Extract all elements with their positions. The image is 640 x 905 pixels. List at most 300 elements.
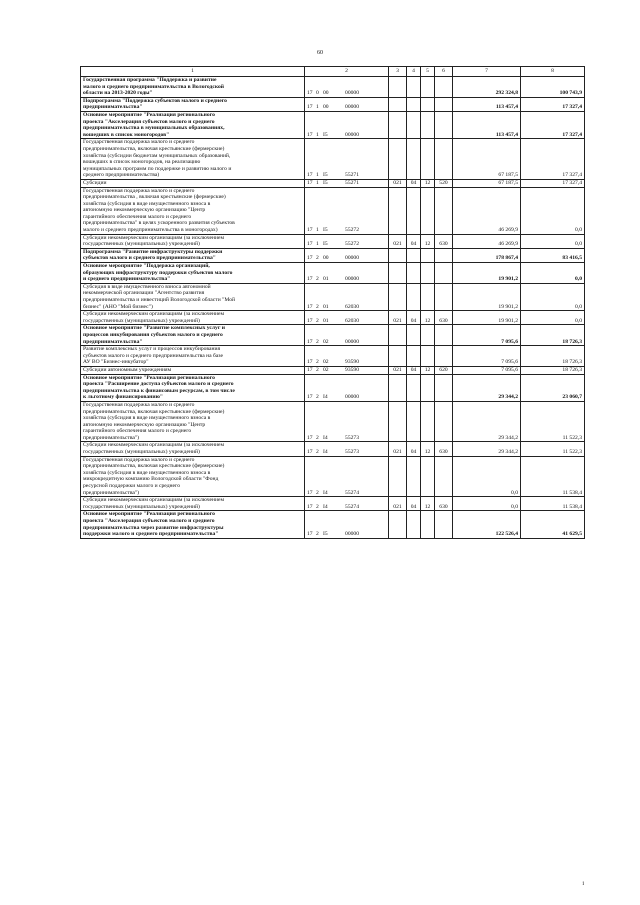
row-amount-7: 7 095,6 — [453, 346, 521, 367]
description-line: ресурсной поддержки малого и среднего — [83, 483, 180, 490]
row-col3: 021 — [389, 234, 407, 248]
code-part: 17 — [307, 489, 313, 496]
code-part: 00000 — [345, 338, 359, 345]
row-amount-8: 41 629,5 — [521, 511, 585, 538]
code-part: 17 — [307, 241, 313, 248]
description-line: Государственная поддержка малого и среднего — [83, 401, 195, 408]
row-code — [305, 325, 389, 346]
row-col4: 04 — [407, 442, 421, 456]
row-col4 — [407, 139, 421, 180]
table-row — [81, 366, 585, 374]
row-col4 — [407, 111, 421, 138]
row-col3 — [389, 325, 407, 346]
row-description — [81, 442, 305, 456]
table-row — [81, 77, 585, 98]
description-line: предпринимательства к финансовым ресурсам, в том числе — [83, 387, 235, 394]
row-col4: 04 — [407, 366, 421, 374]
description-line: Основное мероприятие "Развитие комплексных услуг и — [83, 325, 225, 332]
row-col3 — [389, 77, 407, 98]
row-amount-7: 113 457,4 — [453, 111, 521, 138]
row-code — [305, 374, 389, 401]
header-cell-2: 2 — [305, 67, 389, 77]
row-col5 — [421, 325, 435, 346]
row-description — [81, 97, 305, 111]
description-line: государственных (муниципальных) учреждений) — [83, 449, 200, 456]
budget-table — [80, 66, 585, 539]
row-code — [305, 511, 389, 538]
code-part: 01 — [323, 317, 329, 324]
row-description — [81, 456, 305, 497]
row-col4 — [407, 263, 421, 284]
row-col5: 12 — [421, 366, 435, 374]
row-amount-7: 19 901,2 — [453, 283, 521, 310]
header-cell-6: 6 — [435, 67, 453, 77]
table-body — [81, 67, 585, 539]
row-amount-8: 11 538,4 — [521, 497, 585, 511]
description-line: гарантийного обеспечения малого и среднего — [83, 428, 192, 435]
row-amount-7: 0,0 — [453, 497, 521, 511]
description-line: Подпрограмма "Поддержка субъектов малого и среднего — [83, 97, 227, 104]
row-col4 — [407, 283, 421, 310]
row-col6: 630 — [435, 234, 453, 248]
row-code — [305, 346, 389, 367]
code-part: 17 — [307, 366, 313, 373]
code-part: 2 — [316, 366, 319, 373]
code-part: 17 — [307, 359, 313, 366]
code-part: 00 — [323, 104, 329, 111]
row-col3: 021 — [389, 179, 407, 187]
row-col4 — [407, 456, 421, 497]
row-col6: 630 — [435, 311, 453, 325]
row-code — [305, 77, 389, 98]
table-row — [81, 311, 585, 325]
row-col6: 630 — [435, 497, 453, 511]
row-col4: 04 — [407, 179, 421, 187]
row-col4 — [407, 346, 421, 367]
code-part: 17 — [307, 90, 313, 97]
code-part: 17 — [307, 276, 313, 283]
row-amount-7: 122 526,4 — [453, 511, 521, 538]
description-line: предпринимательства, включая крестьянские (фермерские) — [83, 408, 225, 415]
row-amount-8: 100 743,9 — [521, 77, 585, 98]
code-part: 17 — [307, 255, 313, 262]
description-line: процессов инкубирования субъектов малого и среднего — [83, 331, 223, 338]
row-amount-7: 19 901,2 — [453, 263, 521, 284]
description-line: АУ ВО "Бизнес-инкубатор" — [83, 359, 149, 366]
code-part: 1 — [316, 241, 319, 248]
description-line: хозяйства (субсидии бюджетам муниципальных образований, — [83, 152, 231, 159]
row-col5 — [421, 248, 435, 262]
description-line: автономную некоммерческую организацию "Центр — [83, 207, 206, 214]
description-line: хозяйства (субсидия в виде имущественного взноса в — [83, 469, 211, 476]
code-part: 01 — [323, 276, 329, 283]
code-part: I4 — [323, 434, 328, 441]
row-amount-7: 67 187,5 — [453, 179, 521, 187]
description-line: микрокредитную компанию Вологодской области "Фонд — [83, 476, 219, 483]
table-row — [81, 511, 585, 538]
description-line: субъектов малого и среднего предпринимательства на базе — [83, 352, 223, 359]
description-line: области на 2013-2020 годы" — [83, 90, 153, 97]
row-col6 — [435, 374, 453, 401]
row-col3 — [389, 139, 407, 180]
description-line: Субсидии некоммерческим организациям (за исключением — [83, 234, 225, 241]
row-description — [81, 77, 305, 98]
row-description — [81, 511, 305, 538]
row-amount-7: 178 867,4 — [453, 248, 521, 262]
description-line: Субсидия в виде имущественного взноса автономной — [83, 283, 211, 290]
row-description — [81, 311, 305, 325]
row-description — [81, 263, 305, 284]
row-col6 — [435, 263, 453, 284]
row-col4 — [407, 187, 421, 234]
row-amount-8: 17 327,4 — [521, 179, 585, 187]
table-row — [81, 179, 585, 187]
row-col5 — [421, 187, 435, 234]
code-part: 00 — [323, 255, 329, 262]
code-part: I4 — [323, 489, 328, 496]
code-part: 1 — [316, 104, 319, 111]
description-line: хозяйства (субсидия в виде имущественного взноса в — [83, 415, 211, 422]
table-row — [81, 497, 585, 511]
row-col6: 630 — [435, 442, 453, 456]
description-line: Основное мероприятие "Реализация регионального — [83, 111, 215, 118]
description-line: малого и среднего предпринимательства в Вологодской — [83, 83, 225, 90]
description-line: вошедших в список моногородов" — [83, 131, 170, 138]
row-description — [81, 187, 305, 234]
description-line: некоммерческой организации "Агентство развития — [83, 290, 205, 297]
row-col6: 620 — [435, 366, 453, 374]
row-amount-8: 11 522,3 — [521, 401, 585, 442]
code-part: 17 — [307, 394, 313, 401]
description-line: Основное мероприятие "Реализация регионального — [83, 511, 215, 518]
row-col6 — [435, 248, 453, 262]
description-line: государственных (муниципальных) учреждений) — [83, 241, 200, 248]
code-part: 02 — [323, 338, 329, 345]
code-part: 17 — [307, 503, 313, 510]
code-part: 1 — [316, 179, 319, 186]
code-part: 55271 — [345, 172, 359, 179]
code-part: 17 — [307, 317, 313, 324]
code-part: 1 — [316, 172, 319, 179]
code-part: 55274 — [345, 489, 359, 496]
code-part: 2 — [316, 394, 319, 401]
row-col6 — [435, 111, 453, 138]
description-line: предпринимательства" в целях ускоренного развития субъектов — [83, 220, 235, 227]
row-col6 — [435, 456, 453, 497]
table-row — [81, 401, 585, 442]
row-code — [305, 366, 389, 374]
row-amount-8: 0,0 — [521, 263, 585, 284]
description-line: предпринимательства, включая крестьянские (фермерские) — [83, 463, 225, 470]
code-part: 55273 — [345, 434, 359, 441]
code-part: 0 — [316, 90, 319, 97]
description-line: субъектов малого и среднего предпринимательства" — [83, 255, 216, 262]
code-part: 2 — [316, 338, 319, 345]
row-amount-7: 29 344,2 — [453, 442, 521, 456]
code-part: 1 — [316, 131, 319, 138]
description-line: государственных (муниципальных) учреждений) — [83, 503, 200, 510]
code-part: I5 — [323, 531, 328, 538]
description-line: Подпрограмма "Развитие инфраструктуры поддержки — [83, 248, 223, 255]
description-line: бизнес" (АНО "Мой бизнес") — [83, 303, 153, 310]
row-col6 — [435, 77, 453, 98]
row-amount-7: 292 324,8 — [453, 77, 521, 98]
row-col5 — [421, 139, 435, 180]
row-amount-8: 18 726,3 — [521, 346, 585, 367]
row-col4: 04 — [407, 234, 421, 248]
header-row — [81, 67, 585, 77]
table-row — [81, 187, 585, 234]
row-code — [305, 179, 389, 187]
description-line: автономную некоммерческую организацию "Центр — [83, 421, 206, 428]
code-part: 17 — [307, 303, 313, 310]
description-line: Основное мероприятие "Реализация регионального — [83, 374, 215, 381]
code-part: 00000 — [345, 531, 359, 538]
row-col3: 021 — [389, 497, 407, 511]
row-col5 — [421, 283, 435, 310]
row-col5: 12 — [421, 442, 435, 456]
row-col3 — [389, 374, 407, 401]
description-line: предпринимательства через развитие инфраструктуры — [83, 524, 224, 531]
row-amount-8: 17 327,4 — [521, 139, 585, 180]
description-line: предпринимательства") — [83, 434, 140, 441]
description-line: предпринимательства , включая крестьянские (фермерские) — [83, 194, 226, 201]
row-amount-7: 46 269,9 — [453, 187, 521, 234]
row-col6 — [435, 97, 453, 111]
row-amount-7: 29 344,2 — [453, 374, 521, 401]
row-code — [305, 248, 389, 262]
table-row — [81, 346, 585, 367]
code-part: 17 — [307, 531, 313, 538]
row-col6 — [435, 187, 453, 234]
row-col3 — [389, 456, 407, 497]
code-part: 55273 — [345, 449, 359, 456]
row-col3 — [389, 111, 407, 138]
row-col4 — [407, 248, 421, 262]
row-code — [305, 442, 389, 456]
row-col3: 021 — [389, 311, 407, 325]
code-part: 00000 — [345, 276, 359, 283]
row-description — [81, 139, 305, 180]
code-part: 17 — [307, 172, 313, 179]
table-row — [81, 374, 585, 401]
description-line: Государственная поддержка малого и среднего — [83, 139, 195, 146]
code-part: 2 — [316, 434, 319, 441]
row-code — [305, 311, 389, 325]
description-line: гарантийного обеспечения малого и среднего — [83, 213, 192, 220]
header-cell-3: 3 — [389, 67, 407, 77]
row-code — [305, 234, 389, 248]
row-col5 — [421, 456, 435, 497]
row-description — [81, 248, 305, 262]
row-amount-7: 67 187,5 — [453, 139, 521, 180]
description-line: Субсидии некоммерческим организациям (за исключением — [83, 497, 225, 504]
description-line: Государственная поддержка малого и среднего — [83, 456, 195, 463]
description-line: Развитие комплексных услуг и процессов инкубирования — [83, 346, 221, 353]
row-col3: 021 — [389, 366, 407, 374]
description-line: хозяйства (субсидия в виде имущественного взноса в — [83, 200, 211, 207]
page-number: 60 — [317, 50, 323, 56]
row-amount-8: 83 416,5 — [521, 248, 585, 262]
header-cell-4: 4 — [407, 67, 421, 77]
description-line: проекта "Акселерация субъектов малого и среднего — [83, 118, 215, 125]
row-col3 — [389, 346, 407, 367]
row-description — [81, 366, 305, 374]
row-amount-8: 0,0 — [521, 283, 585, 310]
row-amount-8: 17 327,4 — [521, 97, 585, 111]
row-col4 — [407, 77, 421, 98]
code-part: 2 — [316, 276, 319, 283]
description-line: проекта "Акселерация субъектов малого и среднего — [83, 518, 215, 524]
description-line: предпринимательства в муниципальных образованиях, — [83, 125, 225, 132]
code-part: 02 — [323, 366, 329, 373]
row-amount-8: 0,0 — [521, 187, 585, 234]
code-part: 17 — [307, 104, 313, 111]
table-row — [81, 97, 585, 111]
row-col3 — [389, 97, 407, 111]
description-line: поддержки малого и среднего предпринимательства" — [83, 531, 219, 538]
description-line: Государственная поддержка малого и среднего — [83, 187, 195, 194]
row-code — [305, 456, 389, 497]
code-part: 00000 — [345, 104, 359, 111]
row-col5 — [421, 346, 435, 367]
description-line: к льготному финансированию" — [83, 394, 163, 401]
row-amount-8: 0,0 — [521, 311, 585, 325]
description-line: предпринимательства, включая крестьянские (фермерские) — [83, 145, 225, 152]
row-amount-7: 113 457,4 — [453, 97, 521, 111]
header-cell-7: 7 — [453, 67, 521, 77]
table-row — [81, 456, 585, 497]
code-part: I5 — [323, 131, 328, 138]
code-part: 17 — [307, 179, 313, 186]
description-line: государственных (муниципальных) учреждений) — [83, 317, 200, 324]
row-col6: 520 — [435, 179, 453, 187]
row-col6 — [435, 511, 453, 538]
row-description — [81, 111, 305, 138]
row-col5 — [421, 511, 435, 538]
table-row — [81, 325, 585, 346]
row-col3 — [389, 283, 407, 310]
description-line: Субсидии некоммерческим организациям (за исключением — [83, 311, 225, 318]
table-row — [81, 442, 585, 456]
row-col5 — [421, 77, 435, 98]
row-col3 — [389, 248, 407, 262]
code-part: I5 — [323, 179, 328, 186]
code-part: 17 — [307, 227, 313, 234]
table-row — [81, 248, 585, 262]
description-line: Государственная программа "Поддержка и развитие — [83, 77, 217, 83]
corner-mark: i — [582, 881, 584, 887]
code-part: 2 — [316, 449, 319, 456]
row-col3: 021 — [389, 442, 407, 456]
row-col6 — [435, 283, 453, 310]
row-amount-8: 18 726,3 — [521, 325, 585, 346]
row-col4 — [407, 325, 421, 346]
row-col5 — [421, 111, 435, 138]
row-amount-8: 18 726,3 — [521, 366, 585, 374]
row-col3 — [389, 187, 407, 234]
code-part: 00000 — [345, 255, 359, 262]
row-description — [81, 346, 305, 367]
code-part: 2 — [316, 255, 319, 262]
description-line: Субсидии — [83, 179, 107, 186]
code-part: 17 — [307, 338, 313, 345]
code-part: 00000 — [345, 90, 359, 97]
code-part: 55271 — [345, 179, 359, 186]
code-part: 2 — [316, 303, 319, 310]
row-amount-8: 0,0 — [521, 234, 585, 248]
code-part: 2 — [316, 489, 319, 496]
code-part: 00000 — [345, 394, 359, 401]
header-cell-1: 1 — [81, 67, 305, 77]
row-col6 — [435, 346, 453, 367]
table-row — [81, 234, 585, 248]
code-part: 2 — [316, 503, 319, 510]
row-amount-8: 11 538,4 — [521, 456, 585, 497]
row-code — [305, 283, 389, 310]
row-col3 — [389, 263, 407, 284]
row-description — [81, 283, 305, 310]
row-col5: 12 — [421, 234, 435, 248]
code-part: 93590 — [345, 366, 359, 373]
row-amount-7: 7 095,6 — [453, 366, 521, 374]
row-amount-7: 0,0 — [453, 456, 521, 497]
description-line: малого и среднего предпринимательства в моногородах) — [83, 227, 218, 234]
row-col5: 12 — [421, 179, 435, 187]
description-line: предпринимательства" — [83, 338, 143, 345]
row-amount-8: 23 060,7 — [521, 374, 585, 401]
row-col5: 12 — [421, 497, 435, 511]
code-part: 17 — [307, 449, 313, 456]
row-col6 — [435, 325, 453, 346]
code-part: 62030 — [345, 317, 359, 324]
row-amount-7: 19 901,2 — [453, 311, 521, 325]
row-code — [305, 111, 389, 138]
code-part: I5 — [323, 227, 328, 234]
row-description — [81, 497, 305, 511]
row-description — [81, 374, 305, 401]
code-part: I4 — [323, 449, 328, 456]
row-col5 — [421, 401, 435, 442]
description-line: Субсидии автономным учреждениям — [83, 366, 172, 373]
row-code — [305, 139, 389, 180]
row-amount-8: 17 327,4 — [521, 111, 585, 138]
row-col5 — [421, 374, 435, 401]
row-col5: 12 — [421, 311, 435, 325]
row-col3 — [389, 401, 407, 442]
row-col4 — [407, 511, 421, 538]
code-part: 17 — [307, 131, 313, 138]
code-part: I4 — [323, 394, 328, 401]
row-col5 — [421, 263, 435, 284]
code-part: I5 — [323, 241, 328, 248]
row-amount-7: 46 269,9 — [453, 234, 521, 248]
description-line: Субсидии некоммерческим организациям (за исключением — [83, 442, 225, 449]
row-description — [81, 234, 305, 248]
table-row — [81, 263, 585, 284]
code-part: 2 — [316, 317, 319, 324]
row-col4 — [407, 374, 421, 401]
description-line: проекта "Расширение доступа субъектов малого и среднего — [83, 381, 234, 388]
code-part: 2 — [316, 531, 319, 538]
table-row — [81, 283, 585, 310]
row-code — [305, 401, 389, 442]
code-part: 02 — [323, 359, 329, 366]
row-col5 — [421, 97, 435, 111]
code-part: I5 — [323, 172, 328, 179]
code-part: 1 — [316, 227, 319, 234]
description-line: и среднего предпринимательства" — [83, 276, 171, 283]
